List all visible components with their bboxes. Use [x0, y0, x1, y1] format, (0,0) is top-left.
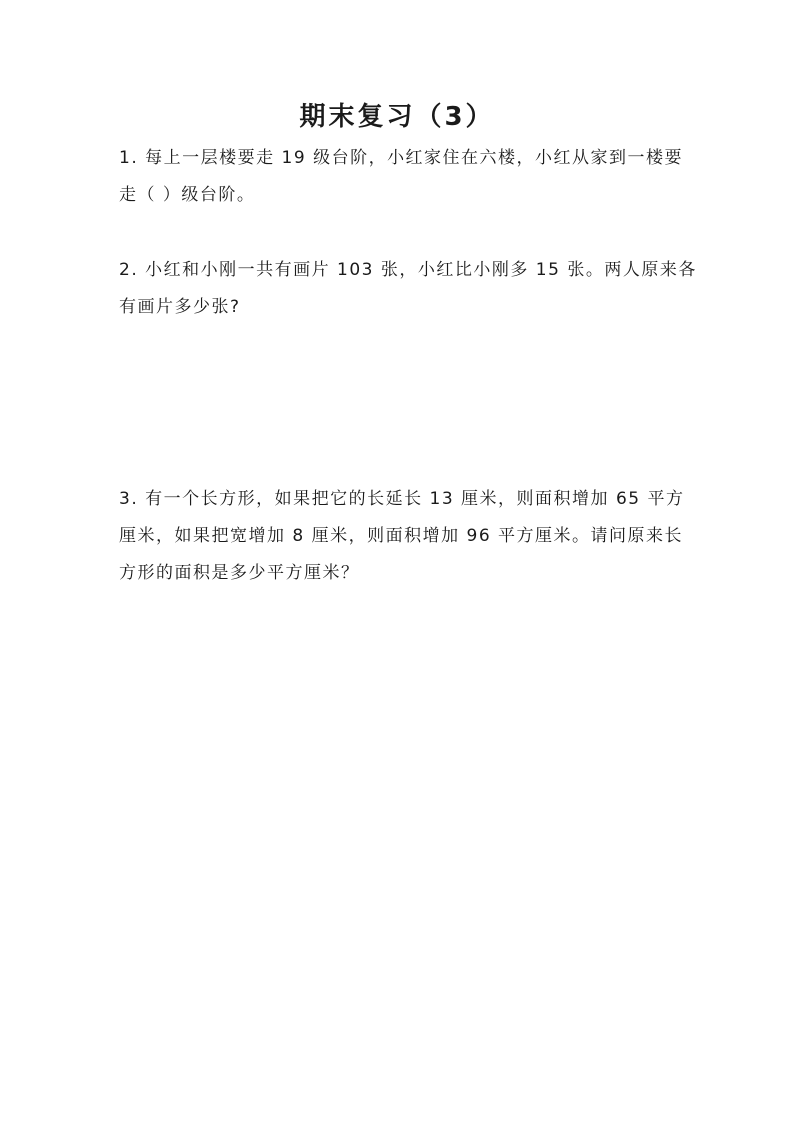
question-3-line-2: 厘米，如果把宽增加 8 厘米，则面积增加 96 平方厘米。请问原来长 — [119, 526, 684, 546]
question-2 — [119, 252, 697, 326]
question-1-line-2: 走（ ）级台阶。 — [119, 185, 256, 205]
page-title: 期末复习（3） — [299, 102, 495, 132]
question-3 — [119, 481, 685, 592]
question-1 — [119, 140, 684, 214]
question-3-line-3: 方形的面积是多少平方厘米？ — [119, 563, 360, 583]
question-2-line-2: 有画片多少张? — [119, 297, 241, 317]
question-3-line-1: 3. 有一个长方形，如果把它的长延长 13 厘米，则面积增加 65 平方 — [119, 489, 685, 509]
question-2-line-1: 2. 小红和小刚一共有画片 103 张，小红比小刚多 15 张。两人原来各 — [119, 260, 697, 280]
question-1-line-1: 1. 每上一层楼要走 19 级台阶，小红家住在六楼，小红从家到一楼要 — [119, 148, 684, 168]
